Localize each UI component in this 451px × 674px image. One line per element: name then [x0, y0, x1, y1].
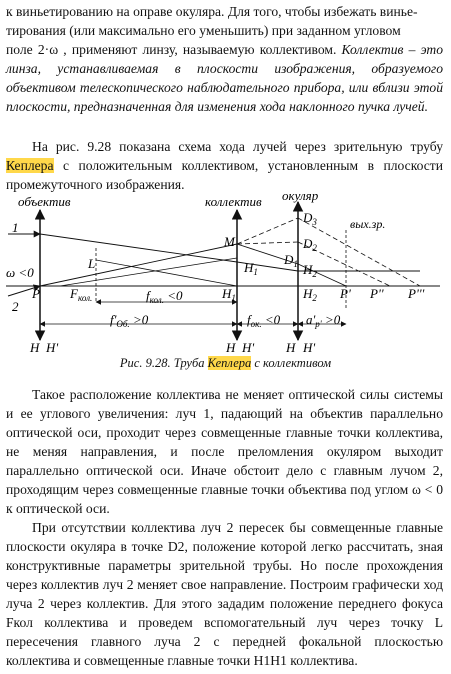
line-2: тирования (или максимально его уменьшить) при заданном угловом — [6, 23, 401, 38]
f-ok-sign: <0 — [261, 312, 281, 327]
F-kol-sub: кол. — [77, 293, 93, 303]
svg-text:Fкол. — [69, 286, 92, 303]
D2-sub: 2 — [312, 243, 317, 253]
H-objective: H — [30, 340, 40, 355]
line-1: к виньетированию на оправе окуляра. Для того, чтобы избежать винье- — [6, 4, 418, 19]
f-ok-sub: ок. — [250, 319, 262, 329]
point-P: P — [32, 286, 40, 301]
caption-before: Рис. 9.28. Труба — [119, 356, 208, 370]
paragraph-explanation: Такое расположение коллектива не меняет оптической силы системы и ее углового увеличения: луч 1, падающий на объектив параллельно оптической оси, проходит через совмещенные главные точки коллектива, не меняя направления, и после преломления окуляром выходит параллельно оптической оси. Иначе обстоит дело с главным лучом 2, проходящим через совмещенные главные точки объектива под углом ω < 0 к оптической оси. — [6, 387, 443, 516]
omega-label: ω <0 — [6, 265, 34, 280]
f-kol-sign: <0 — [163, 288, 183, 303]
H2-lower-sub: 2 — [312, 293, 317, 303]
paragraph-intro — [6, 2, 443, 116]
H-prime-collective: H' — [242, 340, 255, 355]
svg-text:H2 — [302, 286, 317, 303]
H2-upper-sub: 2 — [312, 269, 317, 279]
f-ok: f — [247, 312, 251, 327]
point-L: L — [88, 256, 96, 271]
caption-highlight-kepler: Кеплера — [207, 356, 252, 370]
line-3: поле 2·ω , применяют линзу, называемую коллективом. — [6, 42, 342, 57]
H1-lower-sub: 1 — [231, 293, 236, 303]
f-ob-sub: Об. — [116, 319, 130, 329]
H1-upper: H — [244, 260, 254, 275]
H2-upper: H — [303, 262, 313, 277]
a-p-sign: >0 — [321, 312, 341, 327]
D1-sub: 1 — [293, 259, 298, 269]
f-kol-sub: кол. — [149, 295, 164, 305]
point-M: M — [224, 234, 235, 249]
svg-text:D1 — [283, 252, 298, 269]
H-eyepiece: H — [286, 340, 296, 355]
para2-before: На рис. 9.28 показана схема хода лучей через зрительную трубу — [32, 139, 443, 154]
label-eyepiece: окуляр — [282, 190, 319, 203]
highlight-kepler: Кеплера — [6, 158, 54, 173]
caption-after: с коллективом — [251, 356, 332, 370]
H-prime-eyepiece: H' — [303, 340, 316, 355]
F-kol: F — [70, 286, 78, 301]
D3-sub: 3 — [312, 217, 317, 227]
para2-after: с положительным коллективом, установленным в плоскости промежуточного изображения. — [6, 158, 443, 192]
H1-lower: H — [222, 286, 232, 301]
f-ob: f' — [110, 312, 117, 327]
svg-text:f'Об. >0 — [110, 312, 149, 329]
ray-1-label: 1 — [12, 220, 19, 235]
f-kol: f — [146, 288, 150, 303]
collective-definition: это линза, устанавливаемая в плоскости изображения, образуемого объективом телескопического наблюдательного прибора, или вблизи этой плоскости, предназначенная для изменения хода наклонного пучка лучей. — [6, 42, 443, 114]
H-prime-objective: H' — [46, 340, 59, 355]
term-collective: Коллектив – — [341, 42, 416, 57]
svg-text:H1 — [243, 260, 258, 277]
point-P-tprime: P''' — [408, 286, 425, 301]
D2: D — [303, 236, 313, 251]
svg-text:a'p' >0 — [306, 312, 341, 329]
svg-text:H2 — [302, 262, 317, 279]
a-p-sub: p' — [315, 319, 322, 329]
paragraph-construction: При отсутствии коллектива луч 2 пересек бы совмещенные главные плоскости окуляра в точке D2, положение которой легко рассчитать, зная конструктивные параметры зрительной трубы. Но после прохождения через коллектив луч 2 меняет свое направление. Построим графически ход луча 2 через коллектив. Для этого зададим положение переднего фокуса Fкол коллектива и проведем вспомогательный луч через точку L пересечения главного луча 2 с передней фокальной плоскостью коллектива и совмещенные главные точки H1H1 коллектива. — [6, 520, 443, 668]
D3: D — [303, 210, 313, 225]
label-collective: коллектив — [205, 194, 262, 209]
svg-text:fок. <0 — [247, 312, 281, 329]
D1: D — [284, 252, 294, 267]
svg-text:fкол. <0 — [146, 288, 183, 305]
label-objective: объектив — [18, 194, 71, 209]
svg-text:D3 — [302, 210, 317, 227]
svg-text:H1 — [221, 286, 236, 303]
a-p: a' — [306, 312, 316, 327]
optical-diagram — [0, 190, 451, 355]
figure-caption — [0, 356, 451, 371]
svg-text:D2 — [302, 236, 317, 253]
H-collective: H — [226, 340, 236, 355]
ray-2-label: 2 — [12, 299, 19, 314]
H2-lower: H — [303, 286, 313, 301]
paragraph-figure-ref — [6, 137, 443, 194]
point-P-prime: P' — [340, 286, 351, 301]
H1-upper-sub: 1 — [253, 267, 258, 277]
label-exit-pupil: вых.зр. — [350, 217, 386, 231]
point-P-dprime: P'' — [370, 286, 384, 301]
f-ob-sign: >0 — [129, 312, 149, 327]
